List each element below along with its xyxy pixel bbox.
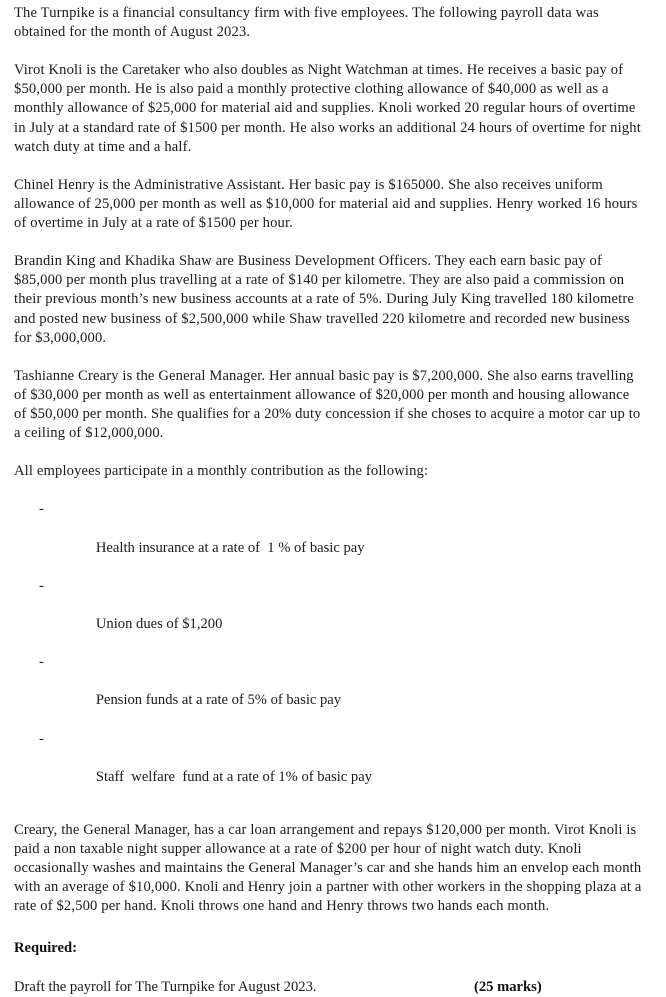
list-item-label: Pension funds at a rate of 5% of basic pay bbox=[95, 692, 342, 709]
question-text: Draft the payroll for The Turnpike for August 2023. bbox=[14, 978, 317, 995]
paragraph-virot-knoli: Virot Knoli is the Caretaker who also doubles as Night Watchman at times. He receives a basic pay of $50,000 per month. He is also paid a monthly protective clothing allowance of $40,000 as well as a monthly allowance of $25,000 for material aid and supplies. Knoli worked 20 regular hours of overtime in July at a standard rate of $1500 per month. He also works an additional 24 hours of overtime for night watch duty at time and a half. bbox=[14, 62, 645, 155]
list-marker-dash: - bbox=[39, 501, 44, 518]
required-heading: Required: bbox=[14, 940, 77, 957]
list-marker-dash: - bbox=[39, 577, 44, 594]
paragraph-intro: The Turnpike is a financial consultancy firm with five employees. The following payroll data was obtained for the month of August 2023. bbox=[14, 5, 603, 41]
list-item bbox=[14, 577, 644, 653]
list-item bbox=[14, 500, 644, 576]
list-item-label: Union dues of $1,200 bbox=[95, 616, 223, 632]
list-item bbox=[14, 730, 644, 806]
list-item-label: Staff welfare fund at a rate of 1% of basic pay bbox=[95, 768, 372, 785]
paragraph-chinel-henry: Chinel Henry is the Administrative Assistant. Her basic pay is $165000. She also receives uniform allowance of 25,000 per month as well as $10,000 for material aid and supplies. Henry worked 16 hours of overtime in July at a rate of $1500 per hour. bbox=[14, 176, 642, 232]
marks-allocation: (25 marks) bbox=[474, 978, 542, 995]
question-row bbox=[14, 978, 644, 997]
list-marker-dash: - bbox=[39, 654, 44, 671]
deductions-list bbox=[14, 500, 644, 806]
paragraph-king-and-shaw: Brandin King and Khadika Shaw are Business Development Officers. They each earn basic pay of $85,000 per month plus travelling at a rate of $140 per kilometre. They are also paid a commission on their previous month’s new business accounts at a rate of 5%. During July King travelled 180 kilometre and posted new business of $2,500,000 while Shaw travelled 220 kilometre and recorded new business for $3,000,000. bbox=[14, 253, 638, 346]
list-marker-dash: - bbox=[39, 730, 44, 747]
paragraph-tashianne-creary: Tashianne Creary is the General Manager. Her annual basic pay is $7,200,000. She also earns travelling of $30,000 per month as well as entertainment allowance of $20,000 per month and housing allowance of $50,000 per month. She qualifies for a 20% duty concession if she choses to acquire a motor car up to a ceiling of $12,000,000. bbox=[14, 367, 645, 442]
list-item bbox=[14, 653, 644, 729]
paragraph-contributions-lead-in: All employees participate in a monthly contribution as the following: bbox=[14, 463, 429, 480]
paragraph-closing-details: Creary, the General Manager, has a car loan arrangement and repays $120,000 per month. Virot Knoli is paid a non taxable night supper allowance at a rate of $200 per hour of night watch duty. Knoli occasionally washes and maintains the General Manager’s car and she hands him an envelop each month with an average of $10,000. Knoli and Henry join a partner with other workers in the shopping plaza at a rate of $2,500 per hand. Knoli throws one hand and Henry throws two hands each month. bbox=[14, 821, 646, 915]
list-item-label: Health insurance at a rate of 1 % of basic pay bbox=[95, 539, 365, 556]
